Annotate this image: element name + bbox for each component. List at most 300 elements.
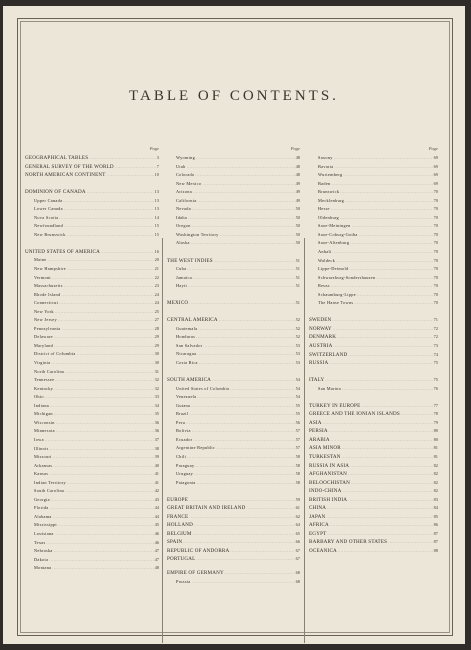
toc-subentry[interactable] bbox=[309, 154, 438, 163]
toc-entry[interactable] bbox=[167, 513, 300, 522]
toc-subentry[interactable] bbox=[167, 479, 300, 488]
entry-label: EUROPE bbox=[167, 496, 189, 503]
entry-label: Upper Canada bbox=[34, 197, 63, 203]
entry-page-number: 78 bbox=[433, 411, 438, 417]
toc-subentry[interactable] bbox=[25, 256, 159, 265]
dot-leader bbox=[333, 325, 433, 334]
toc-subentry[interactable] bbox=[167, 282, 300, 291]
toc-subentry[interactable] bbox=[309, 257, 438, 266]
entry-page-number: 70 bbox=[433, 223, 438, 229]
toc-entry[interactable] bbox=[167, 376, 300, 385]
toc-subentry[interactable] bbox=[25, 282, 159, 291]
dot-leader bbox=[340, 214, 433, 223]
toc-subentry[interactable] bbox=[167, 359, 300, 368]
entry-label: New Mexico bbox=[176, 180, 202, 186]
entry-page-number: 42 bbox=[154, 488, 159, 494]
entry-page-number: 82 bbox=[433, 462, 438, 468]
toc-subentry[interactable] bbox=[167, 265, 300, 274]
toc-subentry[interactable] bbox=[167, 180, 300, 189]
entry-page-number: 62 bbox=[295, 513, 300, 519]
entry-label: Lower Canada bbox=[34, 206, 63, 212]
entry-label: Minnesota bbox=[34, 428, 55, 434]
entry-label: New Brunswick bbox=[34, 231, 66, 237]
toc-subentry[interactable] bbox=[25, 368, 159, 377]
dot-leader bbox=[192, 222, 295, 231]
section-spacer bbox=[25, 239, 159, 248]
dot-leader bbox=[401, 410, 433, 419]
toc-entry[interactable] bbox=[167, 530, 300, 539]
dot-leader bbox=[196, 333, 295, 342]
entry-label: United States of Colombia bbox=[176, 385, 230, 391]
entry-page-number: 29 bbox=[154, 334, 159, 340]
entry-page-number: 80 bbox=[433, 428, 438, 434]
toc-entry[interactable] bbox=[309, 333, 438, 342]
toc-subentry[interactable] bbox=[25, 479, 159, 488]
toc-subentry[interactable] bbox=[167, 197, 300, 206]
dot-leader bbox=[342, 453, 433, 462]
toc-entry[interactable] bbox=[167, 316, 300, 325]
dot-leader bbox=[186, 419, 295, 428]
dot-leader bbox=[189, 496, 295, 505]
entry-label: GENERAL SURVEY OF THE WORLD bbox=[25, 163, 114, 170]
toc-subentry[interactable] bbox=[167, 154, 300, 163]
entry-page-number: 87 bbox=[433, 539, 438, 545]
section-spacer bbox=[167, 487, 300, 496]
entry-page-number: 81 bbox=[433, 445, 438, 451]
dot-leader bbox=[193, 274, 295, 283]
entry-page-number: 16 bbox=[154, 248, 159, 254]
dot-leader bbox=[49, 556, 153, 565]
entry-page-number: 68 bbox=[295, 570, 300, 576]
toc-subentry[interactable] bbox=[25, 513, 159, 522]
entry-page-number: 14 bbox=[154, 214, 159, 220]
toc-subentry[interactable] bbox=[309, 222, 438, 231]
toc-subentry[interactable] bbox=[25, 556, 159, 565]
toc-subentry[interactable] bbox=[309, 282, 438, 291]
dot-leader bbox=[49, 470, 153, 479]
entry-page-number: 61 bbox=[295, 505, 300, 511]
entry-page-number: 72 bbox=[433, 325, 438, 331]
toc-entry[interactable] bbox=[167, 547, 300, 556]
toc-subentry[interactable] bbox=[25, 342, 159, 351]
toc-entry[interactable] bbox=[167, 496, 300, 505]
entry-page-number: 48 bbox=[295, 172, 300, 178]
toc-entry[interactable] bbox=[309, 359, 438, 368]
entry-label: BARBARY AND OTHER STATES bbox=[309, 539, 388, 546]
toc-subentry[interactable] bbox=[25, 393, 159, 402]
entry-label: PORTUGAL bbox=[167, 556, 196, 563]
entry-label: Delaware bbox=[34, 334, 53, 340]
entry-page-number: 48 bbox=[295, 155, 300, 160]
entry-page-number: 65 bbox=[295, 530, 300, 536]
entry-page-number: 50 bbox=[295, 231, 300, 237]
dot-leader bbox=[56, 419, 154, 428]
toc-subentry[interactable] bbox=[25, 231, 159, 240]
toc-entry[interactable] bbox=[309, 325, 438, 334]
toc-subentry[interactable] bbox=[25, 487, 159, 496]
toc-subentry[interactable] bbox=[167, 419, 300, 428]
toc-subentry[interactable] bbox=[25, 274, 159, 283]
toc-subentry[interactable] bbox=[25, 427, 159, 436]
entry-label: Waldeck bbox=[318, 257, 336, 263]
toc-subentry[interactable] bbox=[25, 521, 159, 530]
entry-page-number: 54 bbox=[295, 394, 300, 400]
page-column-header: Page bbox=[428, 146, 438, 151]
entry-page-number: 70 bbox=[433, 300, 438, 306]
dot-leader bbox=[352, 222, 433, 231]
toc-subentry[interactable] bbox=[309, 385, 438, 394]
toc-subentry[interactable] bbox=[309, 299, 438, 308]
toc-subentry[interactable] bbox=[25, 299, 159, 308]
toc-entry[interactable] bbox=[167, 257, 300, 266]
toc-subentry[interactable] bbox=[25, 385, 159, 394]
entry-page-number: 84 bbox=[433, 505, 438, 511]
toc-entry[interactable] bbox=[309, 479, 438, 488]
dot-leader bbox=[336, 257, 433, 266]
toc-entry[interactable] bbox=[309, 462, 438, 471]
entry-page-number: 58 bbox=[295, 462, 300, 468]
dot-leader bbox=[219, 316, 295, 325]
toc-subentry[interactable] bbox=[167, 333, 300, 342]
entry-page-number: 49 bbox=[295, 197, 300, 203]
entry-label: Nebraska bbox=[34, 548, 53, 554]
toc-subentry[interactable] bbox=[309, 205, 438, 214]
toc-subentry[interactable] bbox=[167, 436, 300, 445]
toc-entry[interactable] bbox=[309, 444, 438, 453]
toc-subentry[interactable] bbox=[25, 470, 159, 479]
dot-leader bbox=[45, 436, 154, 445]
toc-entry[interactable] bbox=[309, 436, 438, 445]
toc-subentry[interactable] bbox=[309, 171, 438, 180]
toc-subentry[interactable] bbox=[167, 325, 300, 334]
entry-label: Newfoundland bbox=[34, 223, 64, 229]
toc-entry[interactable] bbox=[167, 521, 300, 530]
toc-entry[interactable] bbox=[309, 538, 438, 547]
entry-label: Lippe-Detmold bbox=[318, 266, 349, 272]
toc-entry[interactable] bbox=[25, 188, 159, 197]
dot-leader bbox=[189, 299, 294, 308]
entry-label: Kansas bbox=[34, 471, 49, 477]
entry-label: Washington Territory bbox=[176, 231, 219, 237]
toc-subentry[interactable] bbox=[25, 205, 159, 214]
toc-subentry[interactable] bbox=[25, 436, 159, 445]
toc-entry[interactable] bbox=[309, 547, 438, 556]
entry-page-number: 80 bbox=[433, 436, 438, 442]
entry-page-number: 13 bbox=[154, 197, 159, 203]
toc-entry[interactable] bbox=[167, 569, 300, 578]
toc-subentry[interactable] bbox=[309, 265, 438, 274]
entry-label: Saxe-Coburg-Gotha bbox=[318, 231, 358, 237]
toc-subentry[interactable] bbox=[167, 231, 300, 240]
toc-subentry[interactable] bbox=[309, 180, 438, 189]
entry-page-number: 30 bbox=[154, 360, 159, 366]
entry-page-number: 58 bbox=[295, 453, 300, 459]
toc-entry[interactable] bbox=[309, 530, 438, 539]
toc-subentry[interactable] bbox=[167, 163, 300, 172]
toc-subentry[interactable] bbox=[167, 444, 300, 453]
entry-label: CENTRAL AMERICA bbox=[167, 317, 218, 324]
entry-page-number: 44 bbox=[154, 505, 159, 511]
toc-entry[interactable] bbox=[309, 453, 438, 462]
entry-page-number: 70 bbox=[433, 197, 438, 203]
page-column-header: Page bbox=[149, 146, 159, 151]
entry-page-number: 30 bbox=[154, 351, 159, 357]
toc-subentry[interactable] bbox=[25, 564, 159, 573]
entry-page-number: 37 bbox=[154, 436, 159, 442]
dot-leader bbox=[329, 427, 433, 436]
toc-subentry[interactable] bbox=[25, 291, 159, 300]
entry-label: Virginia bbox=[34, 360, 51, 366]
entry-page-number: 73 bbox=[433, 342, 438, 348]
toc-subentry[interactable] bbox=[167, 222, 300, 231]
dot-leader bbox=[55, 530, 154, 539]
entry-page-number: 46 bbox=[154, 539, 159, 545]
entry-label: Bavaria bbox=[318, 163, 334, 169]
entry-page-number: 70 bbox=[433, 189, 438, 195]
dot-leader bbox=[54, 333, 154, 342]
entry-page-number: 25 bbox=[154, 308, 159, 314]
entry-page-number: 20 bbox=[154, 257, 159, 263]
entry-page-number: 34 bbox=[154, 402, 159, 408]
entry-label: Idaho bbox=[176, 214, 188, 220]
toc-subentry[interactable] bbox=[25, 453, 159, 462]
dot-leader bbox=[338, 547, 433, 556]
toc-entry[interactable] bbox=[309, 376, 438, 385]
section-spacer bbox=[167, 248, 300, 257]
entry-label: Dakota bbox=[34, 556, 49, 562]
entry-label: AUSTRIA bbox=[309, 342, 333, 349]
entry-label: North Carolina bbox=[34, 368, 65, 374]
toc-entry[interactable] bbox=[167, 299, 300, 308]
dot-leader bbox=[54, 385, 154, 394]
dot-leader bbox=[247, 504, 295, 513]
toc-subentry[interactable] bbox=[167, 239, 300, 248]
toc-subentry[interactable] bbox=[309, 291, 438, 300]
entry-label: ASIA bbox=[309, 419, 322, 426]
entry-label: Mecklenburg bbox=[318, 197, 345, 203]
toc-entry[interactable] bbox=[167, 504, 300, 513]
toc-subentry[interactable] bbox=[25, 402, 159, 411]
entry-label: District of Columbia bbox=[34, 351, 76, 357]
entry-page-number: 49 bbox=[295, 180, 300, 186]
toc-subentry[interactable] bbox=[309, 214, 438, 223]
toc-subentry[interactable] bbox=[167, 188, 300, 197]
entry-label: JAPAN bbox=[309, 513, 326, 520]
entry-label: Indiana bbox=[34, 402, 49, 408]
dot-leader bbox=[194, 521, 295, 530]
dot-leader bbox=[331, 205, 433, 214]
entry-label: SWITZERLAND bbox=[309, 351, 348, 358]
toc-subentry[interactable] bbox=[167, 427, 300, 436]
toc-subentry[interactable] bbox=[167, 350, 300, 359]
toc-subentry[interactable] bbox=[167, 171, 300, 180]
toc-subentry[interactable] bbox=[25, 462, 159, 471]
toc-subentry[interactable] bbox=[167, 462, 300, 471]
toc-subentry[interactable] bbox=[25, 265, 159, 274]
dot-leader bbox=[202, 180, 294, 189]
entry-page-number: 40 bbox=[154, 462, 159, 468]
toc-entry[interactable] bbox=[25, 248, 159, 257]
toc-subentry[interactable] bbox=[25, 308, 159, 317]
toc-subentry[interactable] bbox=[309, 197, 438, 206]
toc-entry[interactable] bbox=[309, 496, 438, 505]
entry-label: THE WEST INDIES bbox=[167, 257, 213, 264]
dot-leader bbox=[187, 453, 295, 462]
dot-leader bbox=[52, 564, 153, 573]
toc-entry[interactable] bbox=[309, 410, 438, 419]
entry-page-number: 32 bbox=[154, 377, 159, 383]
dot-leader bbox=[357, 291, 433, 300]
entry-page-number: 38 bbox=[154, 445, 159, 451]
dot-leader bbox=[330, 521, 433, 530]
dot-leader bbox=[187, 163, 295, 172]
toc-subentry[interactable] bbox=[25, 316, 159, 325]
toc-entry[interactable] bbox=[309, 419, 438, 428]
dot-leader bbox=[388, 538, 432, 547]
entry-page-number: 57 bbox=[295, 428, 300, 434]
toc-subentry[interactable] bbox=[309, 231, 438, 240]
toc-subentry[interactable] bbox=[25, 350, 159, 359]
dot-leader bbox=[58, 316, 154, 325]
dot-leader bbox=[53, 513, 154, 522]
entry-label: BELGIUM bbox=[167, 530, 192, 537]
entry-label: Saxony bbox=[318, 155, 333, 160]
dot-leader bbox=[230, 385, 294, 394]
entry-page-number: 46 bbox=[154, 530, 159, 536]
entry-page-number: 70 bbox=[433, 283, 438, 289]
toc-entry[interactable] bbox=[309, 513, 438, 522]
entry-label: Bolivia bbox=[176, 428, 191, 434]
dot-leader bbox=[332, 316, 432, 325]
entry-label: New Jersey bbox=[34, 317, 57, 323]
entry-page-number: 49 bbox=[295, 189, 300, 195]
entry-label: Saxe-Altenburg bbox=[318, 240, 350, 246]
dot-leader bbox=[354, 299, 432, 308]
toc-subentry[interactable] bbox=[167, 214, 300, 223]
toc-subentry[interactable] bbox=[167, 205, 300, 214]
dot-leader bbox=[333, 248, 433, 257]
entry-page-number: 70 bbox=[433, 214, 438, 220]
toc-entry[interactable] bbox=[309, 521, 438, 530]
toc-subentry[interactable] bbox=[25, 496, 159, 505]
toc-subentry[interactable] bbox=[167, 274, 300, 283]
toc-subentry[interactable] bbox=[25, 376, 159, 385]
toc-entry[interactable] bbox=[309, 402, 438, 411]
entry-label: Louisiana bbox=[34, 530, 54, 536]
toc-subentry[interactable] bbox=[25, 504, 159, 513]
entry-page-number: 79 bbox=[433, 419, 438, 425]
entry-label: Montana bbox=[34, 565, 52, 571]
toc-subentry[interactable] bbox=[309, 274, 438, 283]
entry-page-number: 51 bbox=[295, 257, 300, 263]
toc-subentry[interactable] bbox=[167, 393, 300, 402]
toc-subentry[interactable] bbox=[25, 325, 159, 334]
toc-subentry[interactable] bbox=[167, 453, 300, 462]
toc-entry[interactable] bbox=[309, 427, 438, 436]
toc-subentry[interactable] bbox=[309, 239, 438, 248]
toc-subentry[interactable] bbox=[25, 222, 159, 231]
entry-page-number: 21 bbox=[154, 266, 159, 272]
toc-subentry[interactable] bbox=[25, 530, 159, 539]
toc-subentry[interactable] bbox=[309, 163, 438, 172]
toc-subentry[interactable] bbox=[167, 410, 300, 419]
toc-entry[interactable] bbox=[309, 470, 438, 479]
toc-subentry[interactable] bbox=[25, 333, 159, 342]
toc-subentry[interactable] bbox=[25, 445, 159, 454]
entry-label: Texas bbox=[34, 539, 46, 545]
entry-page-number: 69 bbox=[433, 172, 438, 178]
entry-label: FRANCE bbox=[167, 513, 189, 520]
toc-entry[interactable] bbox=[309, 487, 438, 496]
entry-label: UNITED STATES OF AMERICA bbox=[25, 248, 100, 255]
dot-leader bbox=[348, 351, 432, 360]
entry-page-number: 24 bbox=[154, 300, 159, 306]
dot-leader bbox=[63, 197, 153, 206]
section-spacer bbox=[25, 180, 159, 189]
page-column-header: Page bbox=[290, 146, 300, 151]
toc-subentry[interactable] bbox=[167, 402, 300, 411]
entry-label: Oldenburg bbox=[318, 214, 339, 220]
dot-leader bbox=[77, 350, 154, 359]
entry-label: Utah bbox=[176, 163, 186, 169]
entry-page-number: 82 bbox=[433, 488, 438, 494]
toc-subentry[interactable] bbox=[309, 188, 438, 197]
toc-subentry[interactable] bbox=[25, 410, 159, 419]
toc-subentry[interactable] bbox=[167, 385, 300, 394]
dot-leader bbox=[230, 547, 294, 556]
dot-leader bbox=[65, 487, 154, 496]
entry-page-number: 81 bbox=[433, 454, 438, 459]
toc-subentry[interactable] bbox=[167, 578, 300, 587]
toc-entry[interactable] bbox=[25, 171, 159, 180]
toc-subentry[interactable] bbox=[25, 547, 159, 556]
dot-leader bbox=[192, 578, 295, 587]
entry-label: Pennsylvania bbox=[34, 325, 61, 331]
entry-page-number: 64 bbox=[295, 522, 300, 528]
toc-subentry[interactable] bbox=[25, 419, 159, 428]
dot-leader bbox=[331, 436, 433, 445]
dot-leader bbox=[342, 385, 432, 394]
toc-entry[interactable] bbox=[25, 154, 159, 163]
entry-label: SWEDEN bbox=[309, 317, 332, 324]
toc-entry[interactable] bbox=[309, 342, 438, 351]
toc-subentry[interactable] bbox=[309, 248, 438, 257]
entry-label: ARABIA bbox=[309, 436, 330, 443]
entry-page-number: 59 bbox=[295, 496, 300, 502]
entry-label: Indian Territory bbox=[34, 479, 66, 485]
toc-entry[interactable] bbox=[309, 316, 438, 325]
toc-subentry[interactable] bbox=[25, 197, 159, 206]
dot-leader bbox=[214, 257, 295, 266]
entry-label: Maine bbox=[34, 257, 47, 263]
toc-subentry[interactable] bbox=[167, 470, 300, 479]
toc-entry[interactable] bbox=[25, 163, 159, 172]
toc-entry[interactable] bbox=[167, 538, 300, 547]
toc-entry[interactable] bbox=[167, 555, 300, 564]
toc-entry[interactable] bbox=[309, 351, 438, 360]
dot-leader bbox=[348, 470, 433, 479]
toc-subentry[interactable] bbox=[25, 539, 159, 548]
entry-page-number: 70 bbox=[433, 291, 438, 297]
dot-leader bbox=[53, 462, 153, 471]
entry-label: Connecticut bbox=[34, 300, 59, 306]
toc-subentry[interactable] bbox=[167, 342, 300, 351]
toc-subentry[interactable] bbox=[25, 359, 159, 368]
entry-page-number: 32 bbox=[154, 385, 159, 391]
toc-subentry[interactable] bbox=[25, 214, 159, 223]
toc-entry[interactable] bbox=[309, 504, 438, 513]
dot-leader bbox=[359, 231, 433, 240]
